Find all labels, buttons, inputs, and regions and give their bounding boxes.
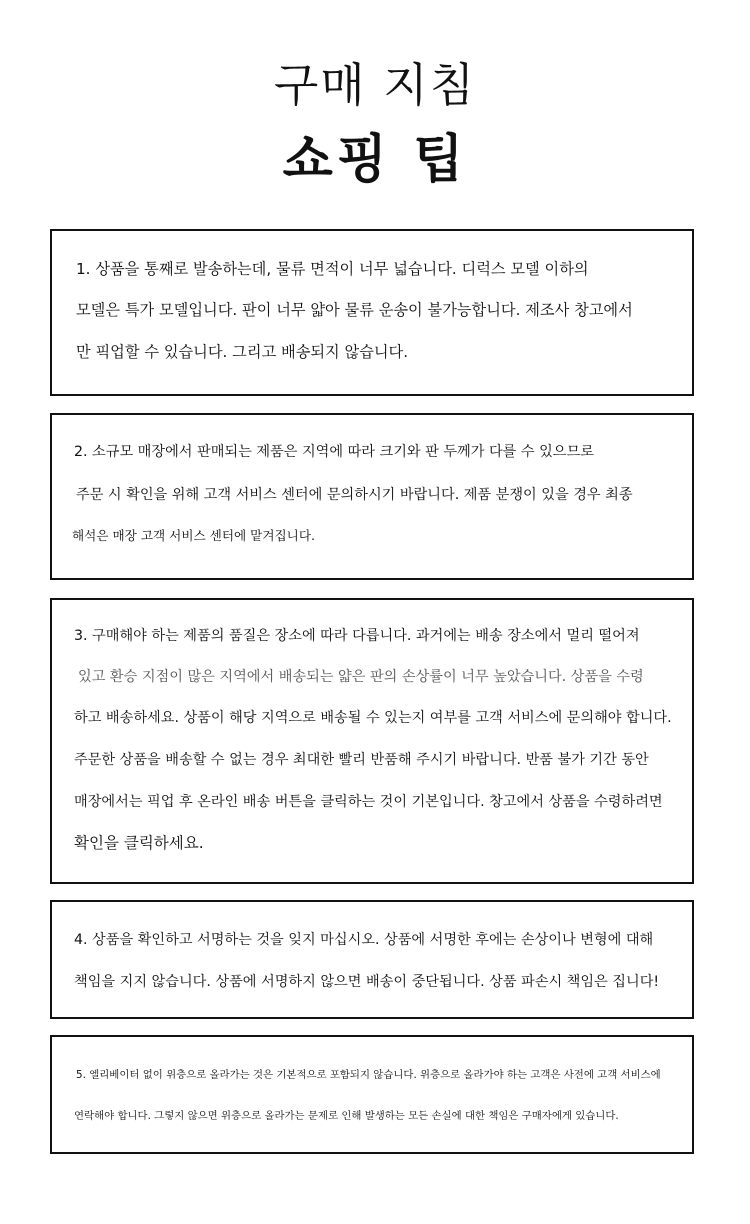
tip-box-3 (50, 598, 694, 884)
tip-box-5 (50, 1035, 694, 1154)
tip-3-line-4: 주문한 상품을 배송할 수 없는 경우 최대한 빨리 반품해 주시기 바랍니다. 반품 불가 기간 동안 (74, 752, 649, 768)
tip-box-1 (50, 229, 694, 396)
tip-1-line-3: 만 픽업할 수 있습니다. 그리고 배송되지 않습니다. (76, 343, 409, 361)
tip-4-line-2: 책임을 지지 않습니다. 상품에 서명하지 않으면 배송이 중단됩니다. 상품 파손시 책임은 집니다! (74, 974, 660, 990)
tip-box-2 (50, 413, 694, 580)
tip-box-4 (50, 900, 694, 1019)
tip-3-line-2: 있고 환승 지점이 많은 지역에서 배송되는 얇은 판의 손상률이 너무 높았습니다. 상품을 수령 (78, 669, 644, 685)
tip-3-line-6: 확인을 클릭하세요. (74, 834, 204, 852)
tip-3-line-1: 3. 구매해야 하는 제품의 품질은 장소에 따라 다릅니다. 과거에는 배송 장소에서 멀리 떨어져 (74, 628, 640, 644)
tip-2-line-1: 2. 소규모 매장에서 판매되는 제품은 지역에 따라 크기와 판 두께가 다를 수 있으므로 (74, 444, 594, 460)
page-title: 구매 지침 (273, 58, 477, 112)
tip-1-line-2: 모델은 특가 모델입니다. 판이 너무 얇아 물류 운송이 불가능합니다. 제조사 창고에서 (76, 301, 633, 319)
tip-4-line-1: 4. 상품을 확인하고 서명하는 것을 잊지 마십시오. 상품에 서명한 후에는 손상이나 변형에 대해 (74, 932, 654, 948)
tip-2-line-3: 해석은 매장 고객 서비스 센터에 맡겨집니다. (72, 528, 315, 543)
tip-5-line-2: 연락해야 합니다. 그렇지 않으면 위층으로 올라가는 문제로 인해 발생하는 모든 손실에 대한 책임은 구매자에게 있습니다. (74, 1110, 619, 1122)
tip-1-line-1: 1. 상품을 통째로 발송하는데, 물류 면적이 너무 넓습니다. 디럭스 모델 이하의 (76, 260, 589, 278)
page-subtitle: 쇼핑 팁 (282, 130, 468, 190)
tip-3-line-3: 하고 배송하세요. 상품이 해당 지역으로 배송될 수 있는지 여부를 고객 서비스에 문의해야 합니다. (74, 710, 672, 726)
tip-3-line-5: 매장에서는 픽업 후 온라인 배송 버튼을 클릭하는 것이 기본입니다. 창고에서 상품을 수령하려면 (74, 794, 663, 810)
tip-2-line-2: 주문 시 확인을 위해 고객 서비스 센터에 문의하시기 바랍니다. 제품 분쟁이 있을 경우 최종 (76, 487, 633, 503)
tip-5-line-1: 5. 엘리베이터 없이 위층으로 올라가는 것은 기본적으로 포함되지 않습니다. 위층으로 올라가야 하는 고객은 사전에 고객 서비스에 (76, 1069, 661, 1081)
